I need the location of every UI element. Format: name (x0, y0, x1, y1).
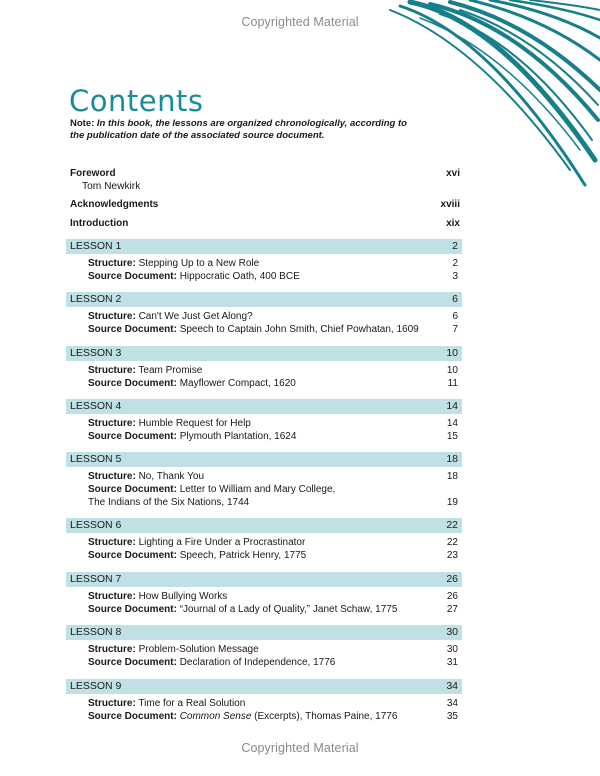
structure-entry[interactable] (88, 591, 458, 602)
structure-label: Structure: (88, 258, 136, 269)
lesson-page: 34 (446, 680, 458, 692)
lesson-5-section (66, 452, 462, 508)
source-page: 3 (452, 271, 458, 282)
lesson-page: 2 (452, 240, 458, 252)
structure-label: Structure: (88, 644, 136, 655)
lesson-header-bar[interactable] (66, 399, 462, 414)
front-matter-page: xvi (446, 168, 460, 179)
structure-label: Structure: (88, 311, 136, 322)
lesson-page: 30 (446, 626, 458, 638)
structure-label: Structure: (88, 698, 136, 709)
lesson-page: 26 (446, 573, 458, 585)
lesson-page: 10 (446, 347, 458, 359)
source-entry[interactable] (88, 550, 458, 561)
lesson-3-section (66, 346, 462, 389)
source-entry[interactable] (88, 378, 458, 389)
structure-title: Lighting a Fire Under a Procrastinator (138, 537, 306, 548)
structure-title: Stepping Up to a New Role (138, 258, 260, 269)
source-label: Source Document: (88, 271, 177, 282)
lesson-page: 18 (446, 453, 458, 465)
source-label: Source Document: (88, 550, 177, 561)
note-text: In this book, the lessons are organized chronologically, according to the publication date of the associated source document. (70, 118, 407, 141)
front-matter-label: Acknowledgments (70, 199, 159, 210)
lesson-2-section (66, 292, 462, 335)
structure-page: 26 (446, 591, 458, 602)
source-label: Source Document: (88, 711, 177, 722)
structure-label: Structure: (88, 365, 136, 376)
source-page: 11 (447, 378, 458, 389)
source-title: Mayflower Compact, 1620 (179, 378, 296, 389)
source-entry[interactable] (88, 324, 458, 335)
source-page: 15 (446, 431, 458, 442)
source-entry[interactable] (88, 657, 458, 668)
source-label: Source Document: (88, 324, 177, 335)
structure-page: 14 (446, 418, 458, 429)
page-title: Contents (69, 84, 204, 118)
lesson-name: LESSON 9 (70, 680, 122, 692)
lesson-name: LESSON 6 (70, 519, 122, 531)
source-title-continued: The Indians of the Six Nations, 1744 (88, 497, 250, 508)
lesson-name: LESSON 4 (70, 400, 122, 412)
source-title: “Journal of a Lady of Quality,” Janet Schaw, 1775 (179, 604, 398, 615)
structure-entry[interactable] (88, 418, 458, 429)
lesson-1-section (66, 239, 462, 282)
source-title: Letter to William and Mary College, (179, 484, 336, 495)
front-matter-label: Introduction (70, 218, 129, 229)
lesson-header-bar[interactable] (66, 572, 462, 587)
structure-entry[interactable] (88, 537, 458, 548)
lesson-name: LESSON 3 (70, 347, 122, 359)
source-label: Source Document: (88, 378, 177, 389)
source-page: 35 (446, 711, 458, 722)
source-entry[interactable] (88, 711, 458, 722)
source-page: 7 (452, 324, 458, 335)
source-entry[interactable] (88, 271, 458, 282)
lesson-4-section (66, 399, 462, 442)
copyright-watermark-bottom: Copyrighted Material (241, 741, 359, 755)
lesson-name: LESSON 5 (70, 453, 122, 465)
source-title: Hippocratic Oath, 400 BCE (179, 271, 300, 282)
lesson-8-section (66, 625, 462, 668)
structure-entry[interactable] (88, 471, 458, 482)
source-label: Source Document: (88, 484, 177, 495)
source-title: Speech, Patrick Henry, 1775 (179, 550, 307, 561)
decorative-fronds-graphic (370, 0, 600, 190)
note-paragraph (70, 118, 410, 142)
front-matter-page: xviii (440, 199, 460, 210)
source-entry[interactable] (88, 431, 458, 442)
structure-label: Structure: (88, 591, 136, 602)
structure-label: Structure: (88, 471, 136, 482)
lesson-name: LESSON 8 (70, 626, 122, 638)
lesson-header-bar[interactable] (66, 625, 462, 640)
lesson-header-bar[interactable] (66, 239, 462, 254)
source-title-italic: Common Sense (179, 711, 252, 722)
lesson-page: 6 (452, 293, 458, 305)
source-entry[interactable] (88, 484, 458, 495)
lesson-6-section (66, 518, 462, 561)
structure-entry[interactable] (88, 644, 458, 655)
structure-page: 34 (446, 698, 458, 709)
structure-label: Structure: (88, 537, 136, 548)
note-label: Note: (70, 118, 95, 129)
front-matter-page: xix (446, 218, 460, 229)
source-page: 31 (446, 657, 458, 668)
structure-page: 2 (452, 258, 458, 269)
source-title: Speech to Captain John Smith, Chief Powhatan, 1609 (179, 324, 419, 335)
lesson-page: 22 (446, 519, 458, 531)
lesson-name: LESSON 1 (70, 240, 122, 252)
structure-entry[interactable] (88, 311, 458, 322)
source-page: 27 (446, 604, 458, 615)
structure-title: Problem-Solution Message (138, 644, 259, 655)
source-title: (Excerpts), Thomas Paine, 1776 (251, 711, 398, 722)
structure-page: 22 (446, 537, 458, 548)
source-entry[interactable] (88, 604, 458, 615)
structure-page: 6 (452, 311, 458, 322)
source-title: Declaration of Independence, 1776 (179, 657, 336, 668)
source-label: Source Document: (88, 657, 177, 668)
lesson-7-section (66, 572, 462, 615)
lesson-9-section (66, 679, 462, 722)
structure-title: Time for a Real Solution (138, 698, 246, 709)
structure-title: Can't We Just Get Along? (138, 311, 253, 322)
structure-page: 30 (446, 644, 458, 655)
lesson-page: 14 (446, 400, 458, 412)
structure-title: Humble Request for Help (138, 418, 251, 429)
copyright-watermark-top: Copyrighted Material (241, 15, 359, 29)
source-label: Source Document: (88, 431, 177, 442)
lesson-header-bar[interactable] (66, 292, 462, 307)
source-entry-continued[interactable] (88, 497, 458, 508)
source-page: 23 (446, 550, 458, 561)
source-title: Plymouth Plantation, 1624 (179, 431, 297, 442)
lesson-header-bar[interactable] (66, 679, 462, 694)
structure-entry[interactable] (88, 365, 458, 376)
front-matter-label: Foreword (70, 168, 116, 179)
structure-title: Team Promise (138, 365, 203, 376)
structure-entry[interactable] (88, 258, 458, 269)
structure-page: 18 (446, 471, 458, 482)
lesson-name: LESSON 2 (70, 293, 122, 305)
structure-title: No, Thank You (138, 471, 205, 482)
structure-entry[interactable] (88, 698, 458, 709)
source-label: Source Document: (88, 604, 177, 615)
lesson-header-bar[interactable] (66, 452, 462, 467)
structure-page: 10 (446, 365, 458, 376)
lesson-header-bar[interactable] (66, 518, 462, 533)
structure-title: How Bullying Works (138, 591, 228, 602)
structure-label: Structure: (88, 418, 136, 429)
lesson-header-bar[interactable] (66, 346, 462, 361)
source-page: 19 (446, 497, 458, 508)
foreword-author: Tom Newkirk (82, 181, 141, 192)
lesson-name: LESSON 7 (70, 573, 122, 585)
